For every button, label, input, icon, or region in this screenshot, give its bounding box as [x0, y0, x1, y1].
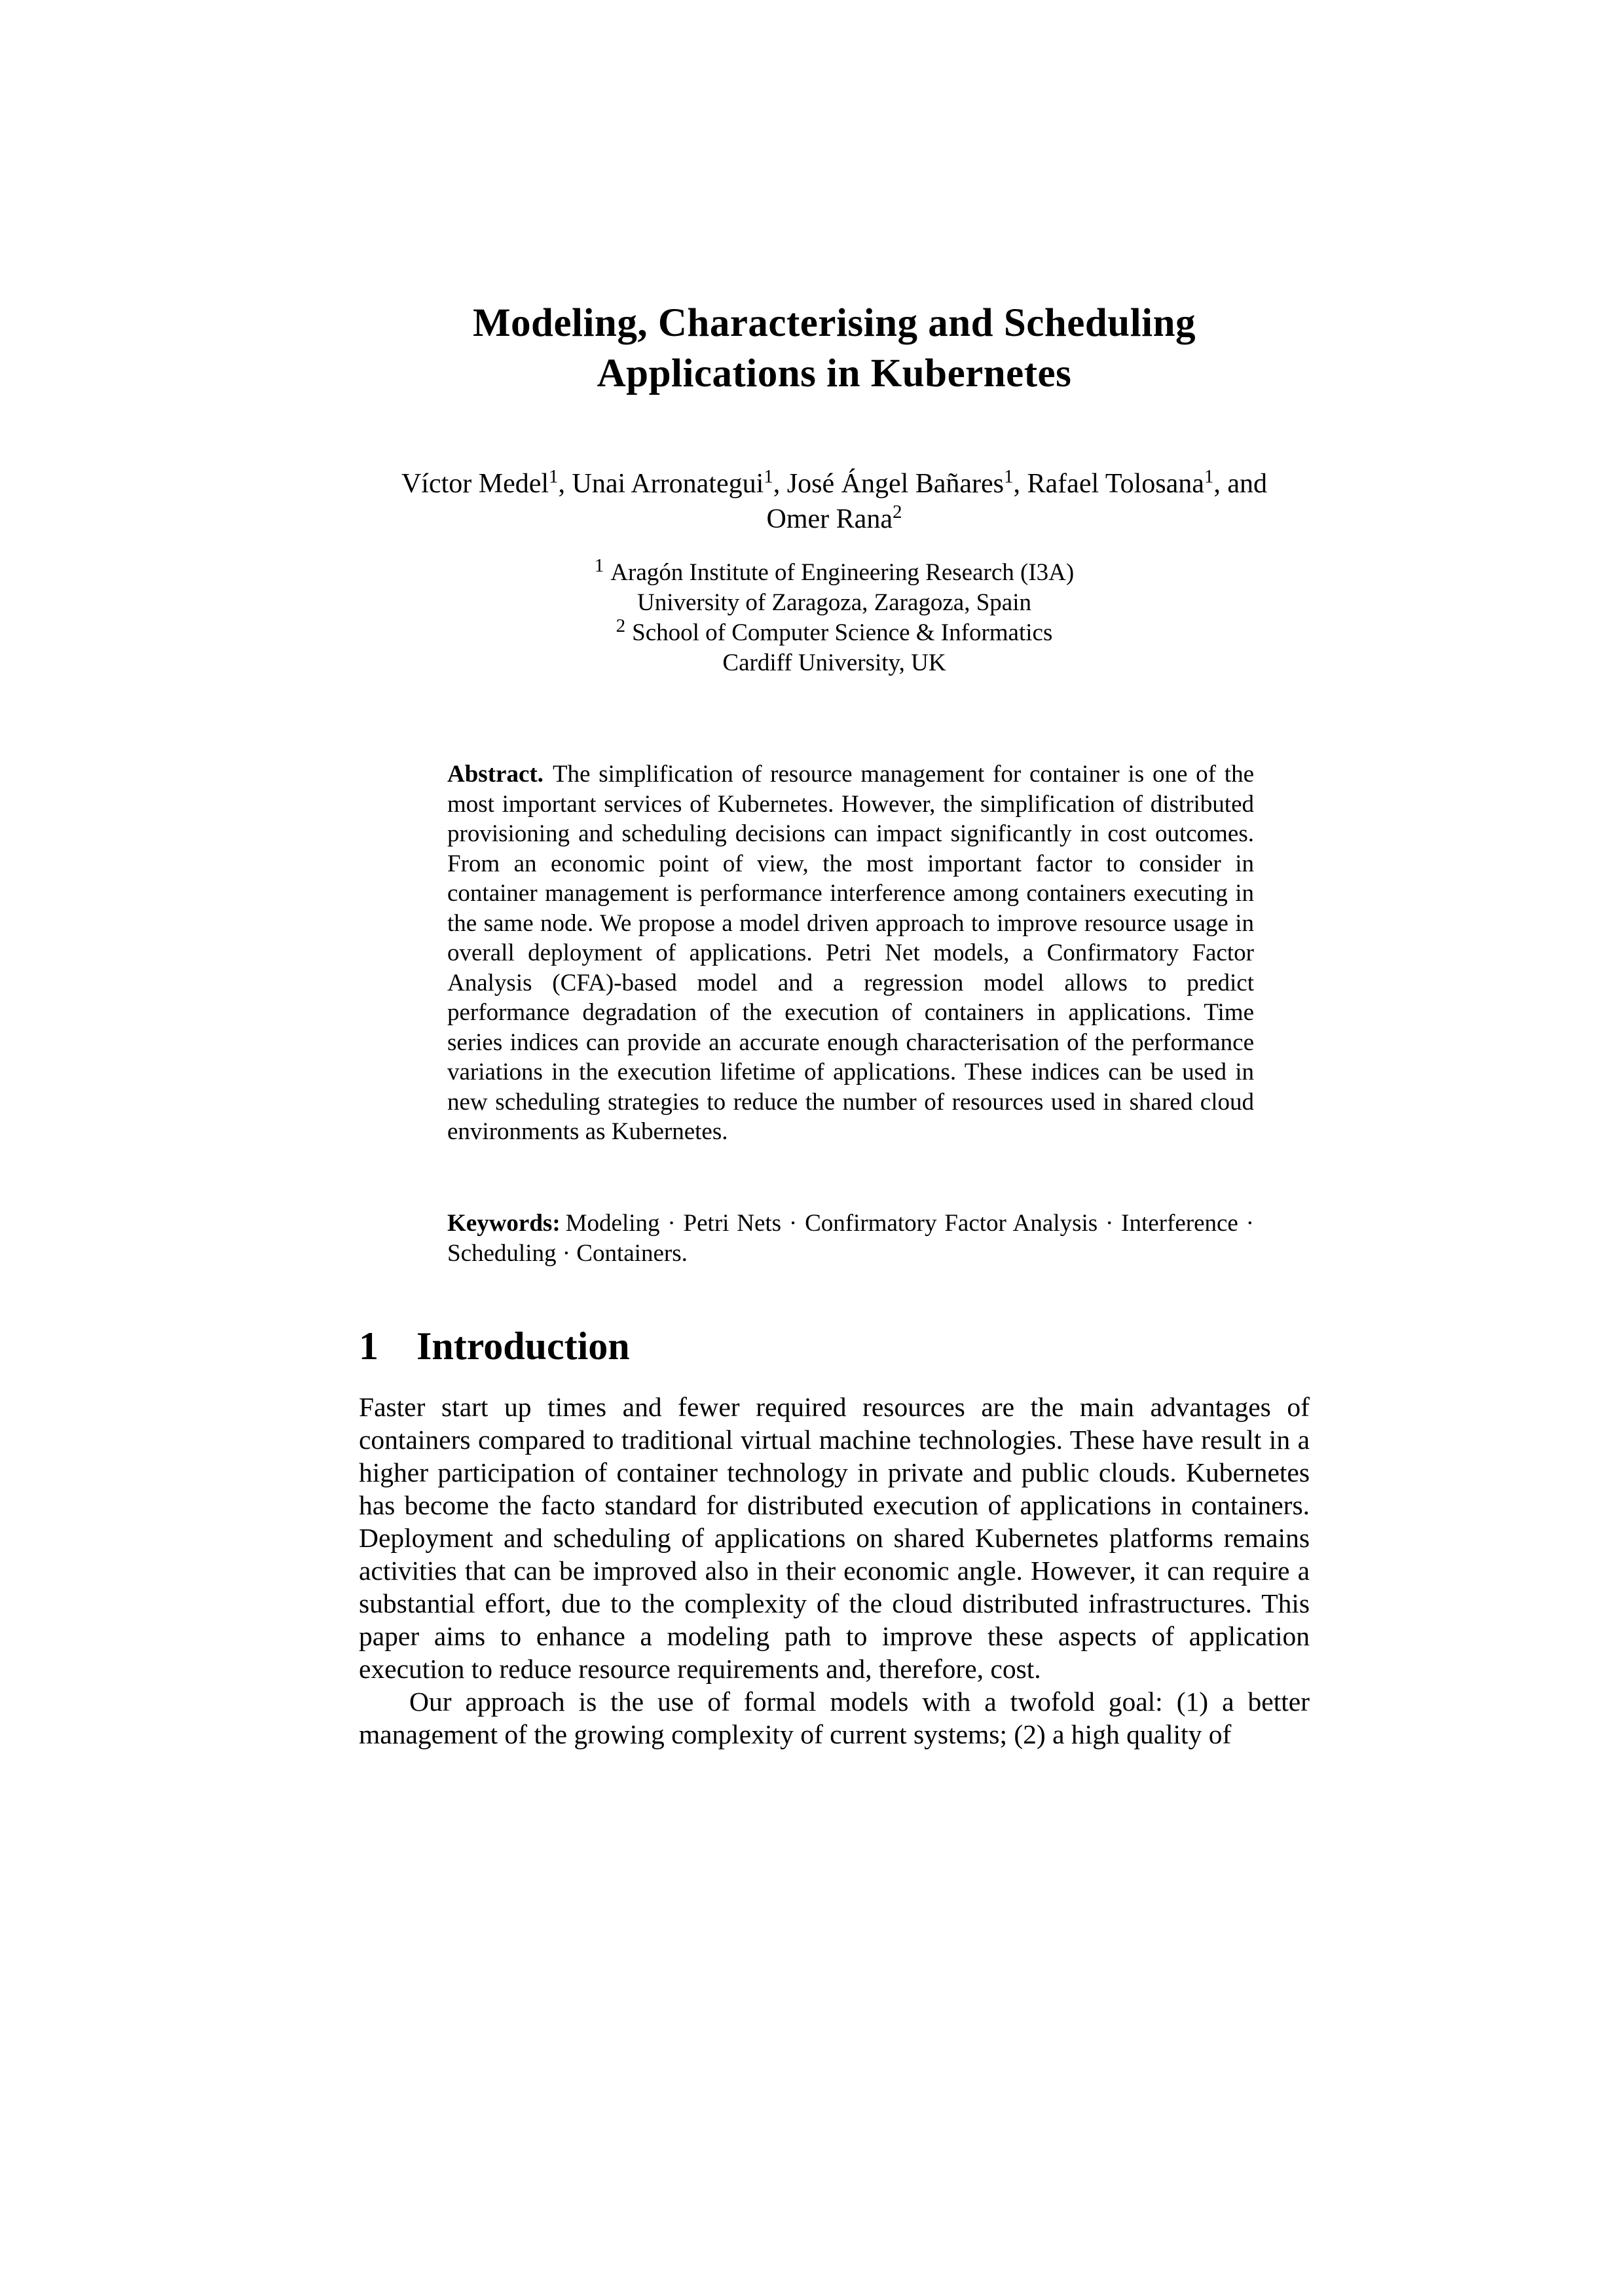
title-line-1: Modeling, Characterising and Scheduling: [472, 301, 1196, 345]
author-name: Rafael Tolosana: [1027, 469, 1204, 499]
affiliation-marker: 1: [594, 555, 604, 576]
author-list: [359, 466, 1310, 537]
section-number: 1: [359, 1324, 378, 1368]
title-line-2: Applications in Kubernetes: [597, 352, 1072, 395]
affiliation-text: Aragón Institute of Engineering Research (I3A): [610, 559, 1075, 586]
section-heading: [359, 1324, 1310, 1369]
author-separator: ,: [773, 469, 787, 499]
author-affiliation-marker: 1: [764, 466, 773, 487]
author-name: Unai Arronategui: [572, 469, 764, 499]
author-name: Omer Rana: [766, 504, 893, 534]
author-name: Víctor Medel: [401, 469, 549, 499]
keywords-label: Keywords:: [447, 1210, 561, 1237]
affiliation-line: [359, 555, 1310, 588]
abstract-text: The simplification of resource management for container is one of the most important services of Kubernetes. However, the simplification of distributed provisioning and scheduling decisions can impact significantly in cost outcomes. From an economic point of view, the most important factor to consider in container management is performance interference among containers executing in the same node. We propose a model driven approach to improve resource usage in overall deployment of applications. Petri Net models, a Confirmatory Factor Analysis (CFA)-based model and a regression model allows to predict performance degradation of the execution of containers in applications. Time series indices can provide an accurate enough characterisation of the performance variations in the execution lifetime of applications. These indices can be used in new scheduling strategies to reduce the number of resources used in shared cloud environments as Kubernetes.: [447, 761, 1254, 1145]
affiliation-line: [359, 588, 1310, 618]
author-line-2: [359, 501, 1310, 537]
keywords: [447, 1209, 1254, 1269]
author-affiliation-marker: 1: [1004, 466, 1014, 487]
page-title: [359, 298, 1310, 399]
author-name: José Ángel Bañares: [786, 469, 1005, 499]
abstract: [447, 759, 1254, 1147]
paragraph: Our approach is the use of formal models with a twofold goal: (1) a better management of the growing complexity of current systems; (2) a high quality of: [359, 1686, 1310, 1749]
affiliation-text: University of Zaragoza, Zaragoza, Spain: [637, 589, 1032, 616]
author-affiliation-marker: 1: [1204, 466, 1214, 487]
author-affiliation-marker: 2: [892, 501, 902, 522]
abstract-label: Abstract.: [447, 761, 544, 788]
section-title: Introduction: [416, 1324, 630, 1368]
author-separator: , and: [1213, 469, 1268, 499]
author-separator: ,: [1013, 469, 1027, 499]
affiliation-marker: 2: [616, 615, 626, 636]
affiliation-list: [359, 555, 1310, 678]
author-affiliation-marker: 1: [549, 466, 559, 487]
paragraph: Faster start up times and fewer required resources are the main advantages of containers compared to traditional virtual machine technologies. These have result in a higher participation of container technology in private and public clouds. Kubernetes has become the facto standard for distributed execution of applications in containers. Deployment and scheduling of applications on shared Kubernetes platforms remains activities that can be improved also in their economic angle. However, it can require a substantial effort, due to the complexity of the cloud distributed infrastructures. This paper aims to enhance a modeling path to improve these aspects of application execution to reduce resource requirements and, therefore, cost.: [359, 1392, 1310, 1684]
affiliation-line: [359, 648, 1310, 678]
author-separator: ,: [558, 469, 572, 499]
author-line-1: [359, 466, 1310, 501]
keywords-text: Modeling · Petri Nets · Confirmatory Factor Analysis · Interference · Scheduling · Containers.: [447, 1210, 1254, 1267]
affiliation-text: School of Computer Science & Informatics: [632, 619, 1053, 646]
affiliation-line: [359, 615, 1310, 648]
affiliation-text: Cardiff University, UK: [722, 649, 946, 676]
introduction-body: [359, 1391, 1310, 1751]
